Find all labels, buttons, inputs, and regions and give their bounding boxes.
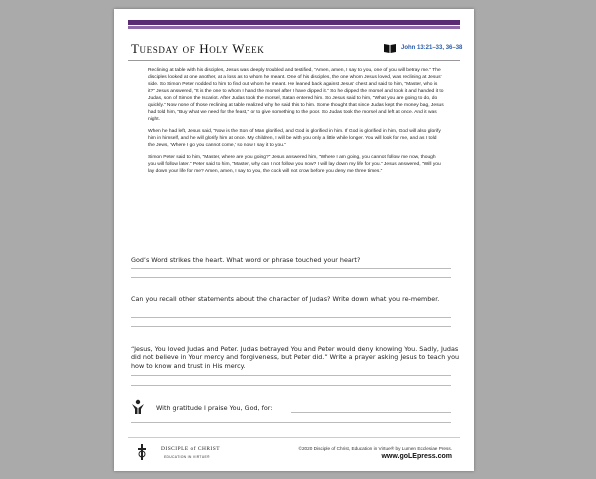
answer-line[interactable]: [131, 422, 451, 423]
footer-divider: [128, 437, 460, 438]
answer-line[interactable]: [131, 375, 451, 376]
page-title: Tuesday of Holy Week: [131, 41, 265, 56]
question-judas: Can you recall other statements about the character of Judas? Write down what you re-member.: [131, 295, 440, 303]
answer-line[interactable]: [131, 326, 451, 327]
publisher-url[interactable]: www.goLEpress.com: [381, 453, 452, 460]
praise-prompt: With gratitude I praise You, God, for:: [156, 404, 273, 412]
question-prayer: “Jesus, You loved Judas and Peter. Judas betrayed You and Peter would deny knowing You. Sadly, Judas did not believe in Your mercy and forgiveness, but Peter did.” Write a prayer asking Jesus to teach you how to know and trust in His mercy.: [131, 345, 460, 370]
answer-line[interactable]: [131, 317, 451, 318]
answer-line[interactable]: [131, 385, 451, 386]
scripture-passage: [148, 67, 444, 180]
question-heart: God’s Word strikes the heart. What word or phrase touched your heart?: [131, 256, 361, 264]
brand-name: DISCIPLE of CHRIST: [161, 446, 221, 452]
praising-hands-icon: [131, 399, 145, 415]
header-bar-light: [128, 26, 460, 29]
scripture-reference: John 13:21–33, 36–38: [401, 45, 463, 51]
worksheet-page: [114, 9, 474, 471]
answer-line[interactable]: [131, 268, 451, 269]
scripture-paragraph: Simon Peter said to him, “Master, where are you going?” Jesus answered him, “Where I am going, you cannot follow me now, though you will follow later.” Peter said to him, “Master, why can I not follow you now? I will lay down my life for you.” Jesus answered, “Will you lay down your life for me? Amen, amen, I say to you, the cock will not crow before you deny me three times.”: [148, 155, 441, 174]
praise-answer-line[interactable]: [291, 412, 451, 413]
header-bar-dark: [128, 20, 460, 25]
scripture-paragraph: Reclining at table with his disciples, Jesus was deeply troubled and testified, “Amen, amen, I say to you, one of you will betray me.” The disciples looked at one another, at a loss as to whom he meant. One of his disciples, the one whom Jesus loved, was reclining at Jesus’ side. So Simon Peter nodded to him to find out whom he meant. He leaned back against Jesus’ chest and said to him, “Master, who is it?” Jesus answered, “It is the one to whom I hand the morsel after I have dipped it.” So he dipped the morsel and took it and handed it to Judas, son of Simon the Iscariot. After Judas took the morsel, Satan entered him. So Jesus said to him, “What you are going to do, do quickly.” Now none of those reclining at table realized why he said this to him. Some thought that since Judas kept the money bag, Jesus had told him, “Buy what we need for the feast,” or to give something to the poor. So Judas took the morsel and left at once. And it was night.: [148, 68, 444, 122]
book-icon: [383, 43, 397, 54]
scripture-paragraph: When he had left, Jesus said, “Now is the Son of Man glorified, and God is glorified in him. If God is glorified in him, God will also glorify him in himself, and he will glorify him at once. My children, I will be with you only a little while longer. You will look for me, and as I told the Jews, ‘Where I go you cannot come,’ so now I say it to you.”: [148, 129, 441, 148]
answer-line[interactable]: [131, 277, 451, 278]
copyright-notice: ©2020 Disciple of Christ, Education in Virtue® by Lumen Ecclesiae Press.: [298, 446, 452, 451]
brand-tagline: EDUCATION IN VIRTUE®: [164, 455, 210, 459]
cross-logo-icon: [136, 443, 148, 461]
title-divider: [128, 60, 460, 61]
